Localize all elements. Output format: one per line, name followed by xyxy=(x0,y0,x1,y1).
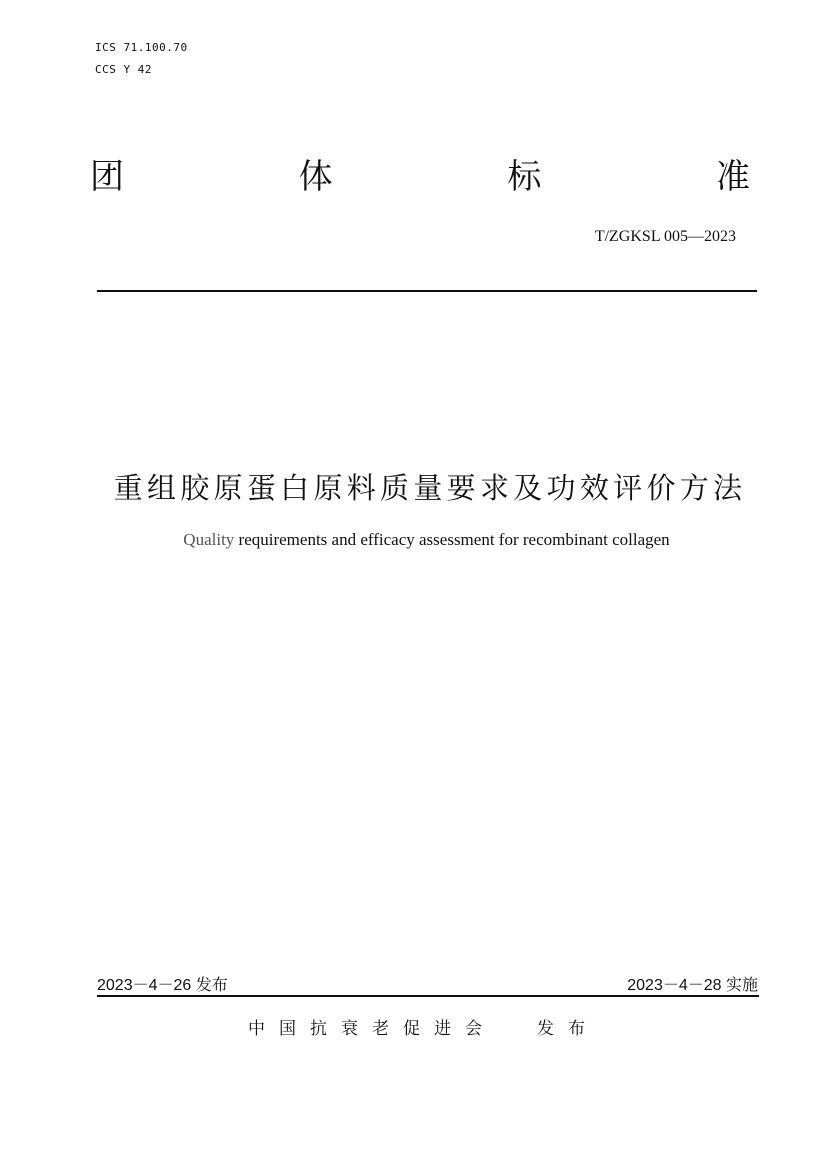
implementation-date: 2023－4－28 实施 xyxy=(627,977,758,994)
standard-type-char: 标 xyxy=(507,157,542,197)
title-english-rest: requirements and efficacy assessment for recombinant collagen xyxy=(234,530,670,549)
standard-number: T/ZGKSL 005—2023 xyxy=(594,228,736,245)
ccs-code: CCS Y 42 xyxy=(95,63,152,76)
standard-type-heading xyxy=(90,155,750,199)
header-divider xyxy=(97,290,757,292)
title-english-first-word: Quality xyxy=(183,530,235,549)
publisher-name: 中国抗衰老促进会 xyxy=(248,1019,496,1039)
title-chinese: 重组胶原蛋白原料质量要求及功效评价方法 xyxy=(113,471,747,505)
footer-divider xyxy=(97,995,759,997)
standard-type-char: 团 xyxy=(90,157,124,197)
ics-code: ICS 71.100.70 xyxy=(95,41,188,54)
standard-type-char: 体 xyxy=(298,157,333,197)
standard-type-char: 准 xyxy=(715,157,750,197)
title-english xyxy=(0,530,815,550)
issue-date: 2023－4－26 发布 xyxy=(97,977,228,994)
publish-label: 发布 xyxy=(537,1019,599,1039)
